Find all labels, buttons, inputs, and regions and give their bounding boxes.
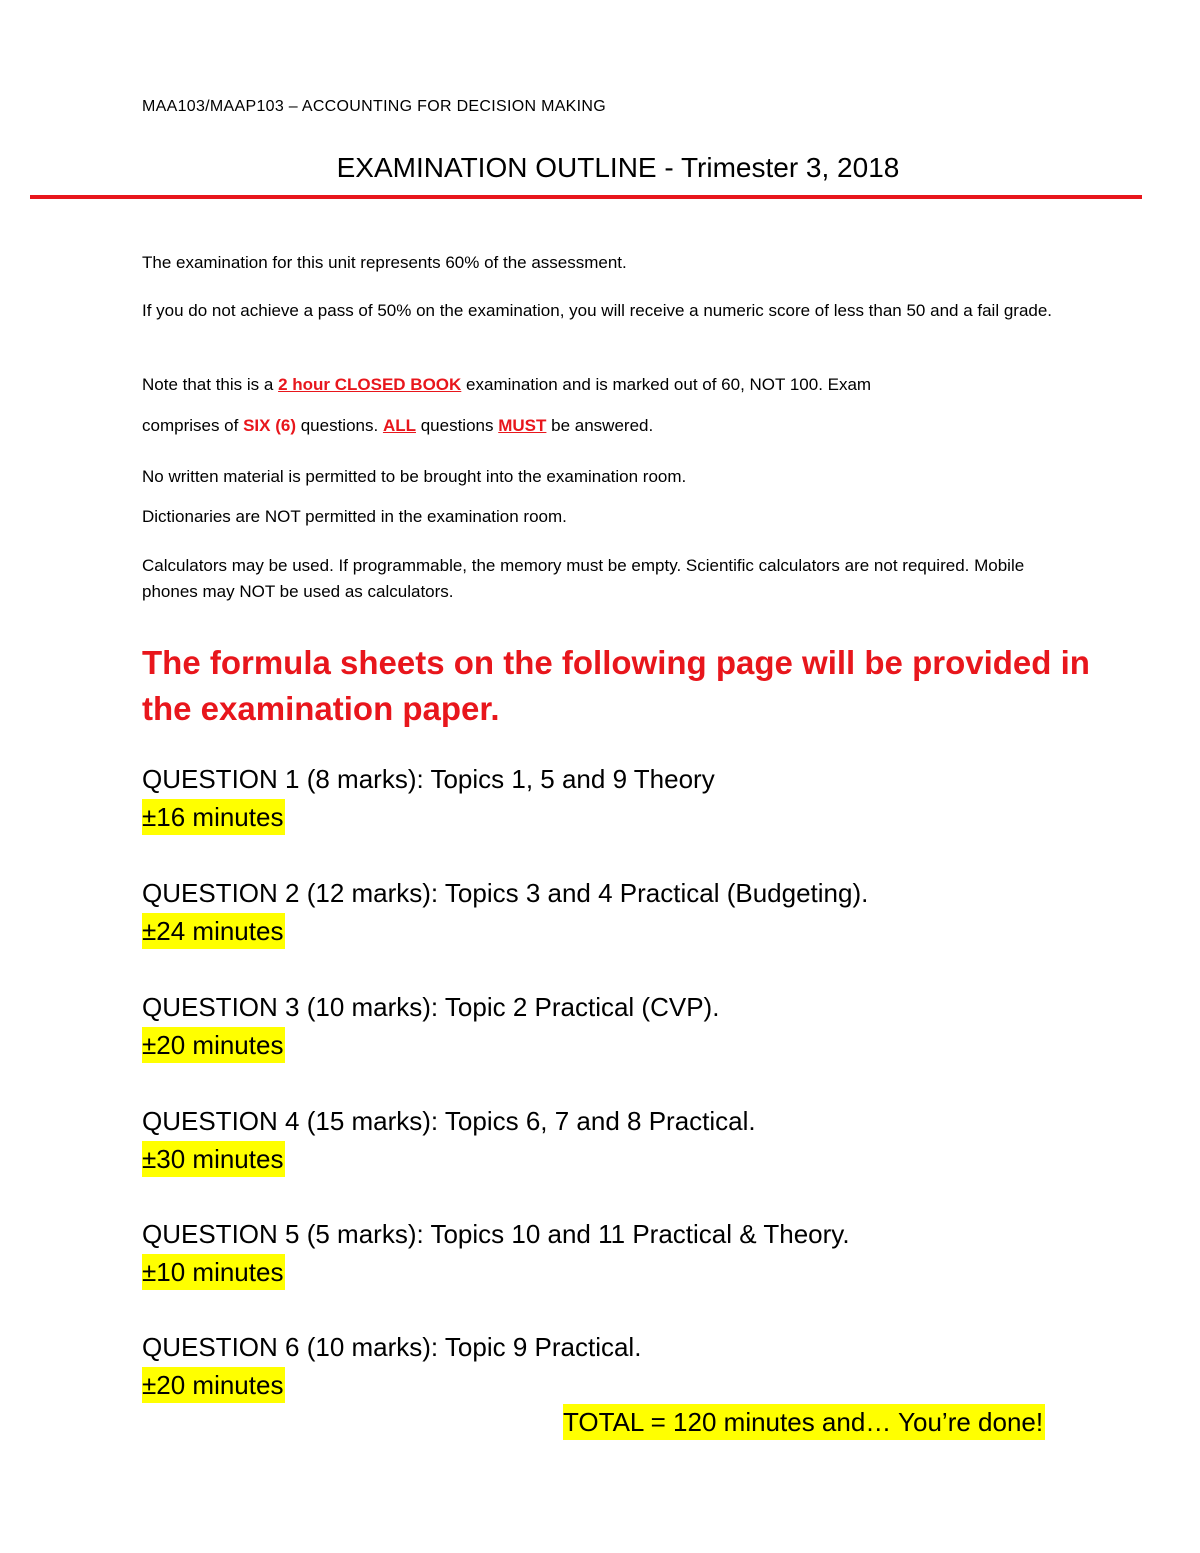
question-count-part: questions. <box>296 416 383 435</box>
calculator-rule: Calculators may be used. If programmable, the memory must be empty. Scientific calculators are not required. Mobile phones may NOT be used as calculators. <box>142 556 1025 601</box>
title-divider <box>30 195 1142 199</box>
page-title: EXAMINATION OUTLINE - Trimester 3, 2018 <box>336 152 900 183</box>
question-time-highlight: ±20 minutes <box>142 1027 285 1063</box>
total-time-highlight: TOTAL = 120 minutes and… You’re done! <box>563 1404 1045 1440</box>
question-title: QUESTION 2 (12 marks): Topics 3 and 4 Practical (Budgeting). <box>142 878 869 908</box>
question-title: QUESTION 3 (10 marks): Topic 2 Practical (CVP). <box>142 992 720 1022</box>
exam-format-text <box>142 372 1062 398</box>
question-title: QUESTION 6 (10 marks): Topic 9 Practical. <box>142 1332 642 1362</box>
question-title: QUESTION 4 (15 marks): Topics 6, 7 and 8 Practical. <box>142 1106 756 1136</box>
exam-format-part: examination and is marked out of 60, NOT 100. Exam <box>461 375 872 394</box>
question-time-highlight: ±10 minutes <box>142 1254 285 1290</box>
question-6 <box>142 1328 641 1404</box>
written-material-rule: No written material is permitted to be brought into the examination room. <box>142 467 687 486</box>
question-count-part: questions <box>416 416 499 435</box>
assessment-weight-text: The examination for this unit represents 60% of the assessment. <box>142 253 627 272</box>
course-code-heading: MAA103/MAAP103 – ACCOUNTING FOR DECISION MAKING <box>142 98 606 115</box>
question-count-text <box>142 413 1062 439</box>
question-time-highlight: ±30 minutes <box>142 1141 285 1177</box>
question-time-highlight: ±20 minutes <box>142 1367 285 1403</box>
exam-format-part: Note that this is a <box>142 375 279 394</box>
must-emphasis: MUST <box>498 416 547 435</box>
six-questions-emphasis: SIX (6) <box>243 416 296 435</box>
formula-sheet-notice: The formula sheets on the following page will be provided in the examination paper. <box>142 644 1090 727</box>
question-title: QUESTION 1 (8 marks): Topics 1, 5 and 9 Theory <box>142 764 715 794</box>
closed-book-emphasis: 2 hour CLOSED BOOK <box>278 375 462 394</box>
pass-requirement-text: If you do not achieve a pass of 50% on the examination, you will receive a numeric score of less than 50 and a fail grade. <box>142 301 1053 320</box>
question-count-part: be answered. <box>546 416 654 435</box>
question-5 <box>142 1215 850 1291</box>
question-count-part: comprises of <box>142 416 244 435</box>
question-2 <box>142 874 868 950</box>
question-time-highlight: ±24 minutes <box>142 913 285 949</box>
question-4 <box>142 1102 756 1178</box>
dictionary-rule: Dictionaries are NOT permitted in the examination room. <box>142 507 567 526</box>
all-emphasis: ALL <box>382 416 416 435</box>
question-time-highlight: ±16 minutes <box>142 799 285 835</box>
question-3 <box>142 988 719 1064</box>
question-title: QUESTION 5 (5 marks): Topics 10 and 11 Practical & Theory. <box>142 1219 850 1249</box>
question-1 <box>142 760 715 836</box>
